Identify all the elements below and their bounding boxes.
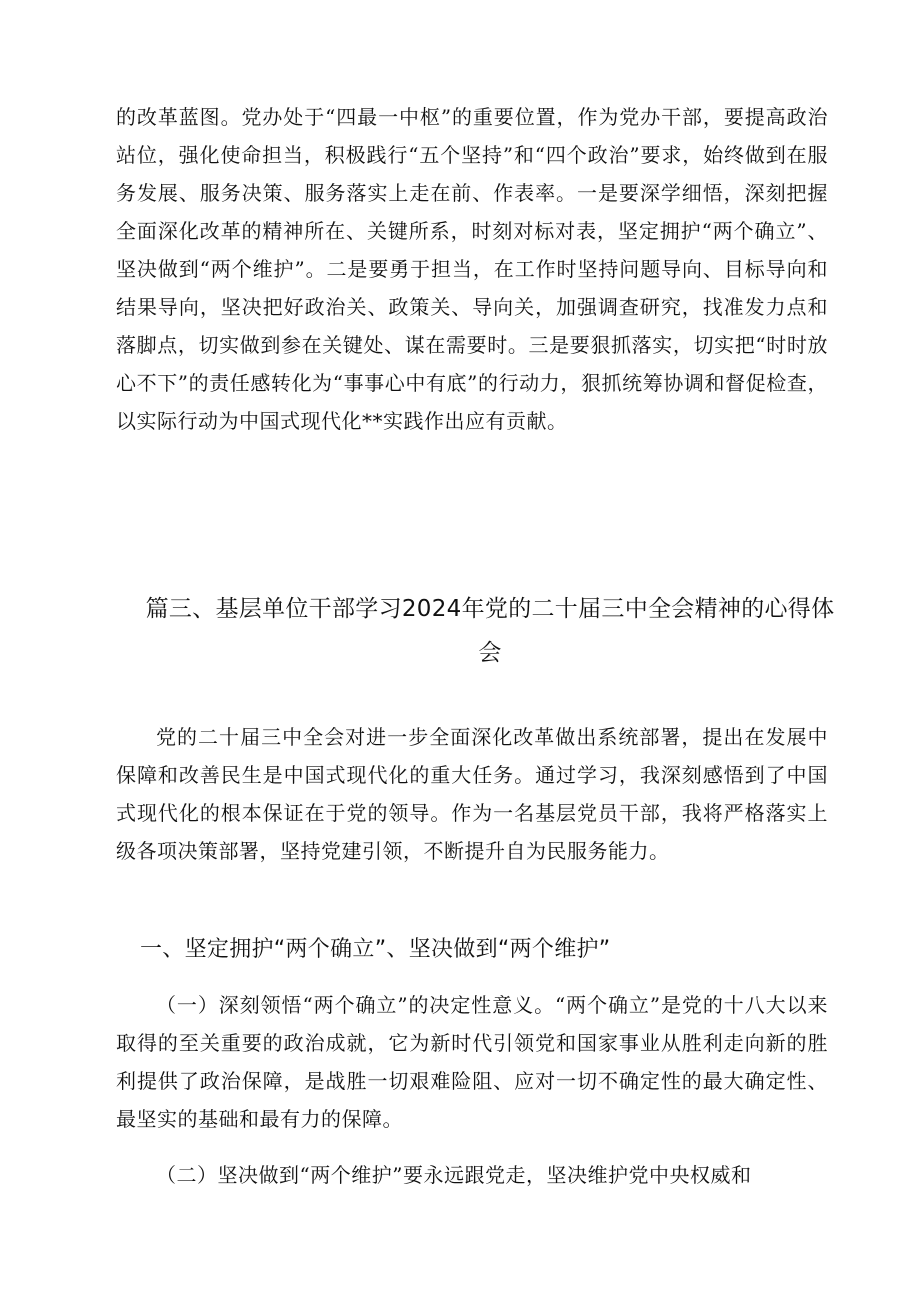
heading-level-1: 一、坚定拥护“两个确立”、坚决做到“两个维护”	[140, 937, 611, 962]
sub-paragraph-2: （二）坚决做到“两个维护”要永远跟党走，坚决维护党中央权威和	[156, 1163, 752, 1187]
section-title: 篇三、基层单位干部学习2024年党的二十届三中全会精神的心得体会	[145, 596, 835, 666]
sub-paragraph-1: （一）深刻领悟“两个确立”的决定性意义。“两个确立”是党的十八大以来取得的至关重要的政治成就，它为新时代引领党和国家事业从胜利走向新的胜利提供了政治保障，是战胜一切艰难险阻、应对一切不确定性的最大确定性、最坚实的基础和最有力的保障。	[116, 993, 828, 1131]
continued-paragraph: 的改革蓝图。党办处于“四最一中枢”的重要位置，作为党办干部，要提高政治站位，强化使命担当，积极践行“五个坚持”和“四个政治”要求，始终做到在服务发展、服务决策、服务落实上走在前、作表率。一是要深学细悟，深刻把握全面深化改革的精神所在、关键所系，时刻对标对表，坚定拥护“两个确立”、坚决做到“两个维护”。二是要勇于担当，在工作时坚持问题导向、目标导向和结果导向，坚决把好政治关、政策关、导向关，加强调查研究，找准发力点和落脚点，切实做到参在关键处、谋在需要时。三是要狠抓落实，切实把“时时放心不下”的责任感转化为“事事心中有底”的行动力，狠抓统筹协调和督促检查，以实际行动为中国式现代化**实践作出应有贡献。	[116, 105, 828, 433]
intro-paragraph: 党的二十届三中全会对进一步全面深化改革做出系统部署，提出在发展中保障和改善民生是中国式现代化的重大任务。通过学习，我深刻感悟到了中国式现代化的根本保证在于党的领导。作为一名基层党员干部，我将严格落实上级各项决策部署，坚持党建引领，不断提升自为民服务能力。	[116, 725, 828, 863]
